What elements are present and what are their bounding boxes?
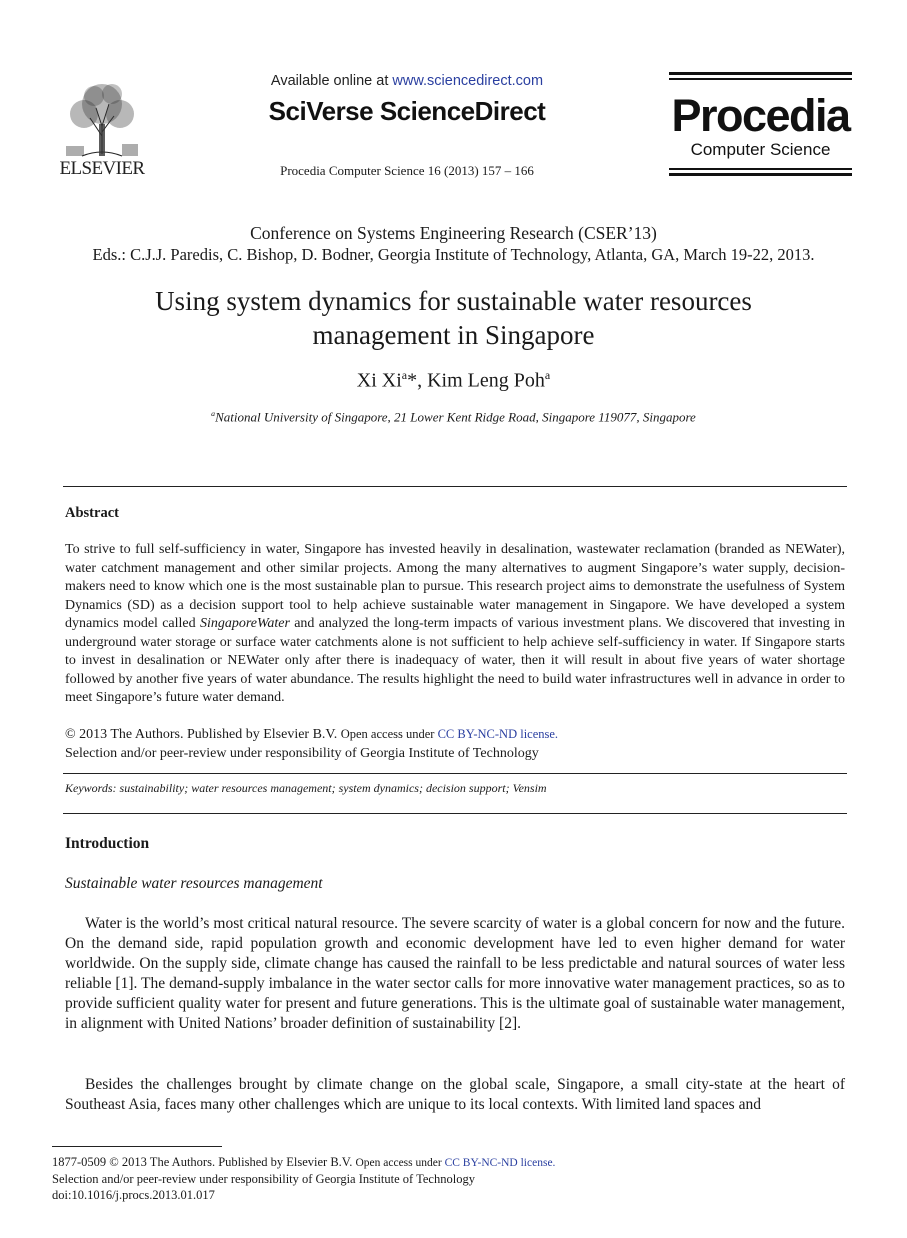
elsevier-wordmark: ELSEVIER xyxy=(59,158,145,179)
abstract-text-part-1: To strive to full self-sufficiency in water, Singapore has invested heavily in desalination, wastewater reclamation (branded as NEWater), water catchment management and other similar projects. Among the many alternatives to augment Singapore’s water supply, decision-makers need to know which one is the most sustainable plan to pursue. This research project aims to demonstrate the usefulness of System Dynamics (SD) as a decision support tool to help achieve sustainable water management in Singapore. We have developed a system dynamics model called xyxy=(65,542,845,631)
author-2: Kim Leng Poh xyxy=(427,369,545,392)
open-access-label: Open access under xyxy=(340,727,438,741)
copyright-block xyxy=(65,725,845,763)
author-separator: *, xyxy=(407,369,428,392)
abstract-heading: Abstract xyxy=(65,505,119,521)
procedia-logo-word: Procedia xyxy=(671,90,850,141)
title-line-1: Using system dynamics for sustainable water resources xyxy=(155,286,752,316)
affiliation-text: National University of Singapore, 21 Lower Kent Ridge Road, Singapore 119077, Singapore xyxy=(215,409,696,425)
abstract-model-name: SingaporeWater xyxy=(199,616,290,631)
introduction-paragraph-2: Besides the challenges brought by climate change on the global scale, Singapore, a small city-state at the heart of Southeast Asia, faces many other challenges which are unique to its local contexts. With limited land spaces and xyxy=(65,1076,845,1113)
footer-peer-review: Selection and/or peer-review under responsibility of Georgia Institute of Technology xyxy=(52,1172,475,1186)
author-1: Xi Xi xyxy=(356,369,402,392)
keywords-bottom-rule xyxy=(63,813,847,814)
author-list xyxy=(60,368,847,393)
footer-open-access-label: Open access under xyxy=(355,1157,445,1169)
author-1-affil-mark: a xyxy=(401,368,408,382)
conference-name: Conference on Systems Engineering Research (CSER’13) xyxy=(250,223,657,243)
journal-reference: Procedia Computer Science 16 (2013) 157 – 166 xyxy=(280,163,534,178)
keywords: Keywords: sustainability; water resources management; system dynamics; decision support; Vensim xyxy=(65,781,547,795)
author-2-affil-mark: a xyxy=(544,368,551,382)
footnote-rule xyxy=(52,1146,222,1147)
affiliation-mark: a xyxy=(211,409,216,418)
abstract-text-part-2: and analyzed the long-term impacts of various investment plans. We discovered that investing in underground water storage or surface water catchments alone is not sufficient to help achieve self-sufficiency in water. If Singapore starts to invest in desalination or NEWater only after there is inadequacy of water, then it will result in about five years of water shortage followed by another five years of water abundance. The results highlight the need to build water infrastructures well in advance in order to meet Singapore’s future water demand. xyxy=(65,616,845,705)
introduction-heading: Introduction xyxy=(65,835,150,852)
peer-review-note: Selection and/or peer-review under responsibility of Georgia Institute of Technology xyxy=(65,745,539,761)
footer-license-link[interactable]: CC BY-NC-ND license. xyxy=(444,1157,556,1169)
abstract-top-rule xyxy=(63,486,847,487)
footer-block xyxy=(52,1154,752,1203)
sciverse-sciencedirect-logo: SciVerse ScienceDirect xyxy=(268,96,546,126)
paper-title xyxy=(60,284,847,352)
keywords-top-rule xyxy=(63,773,847,774)
footer-issn-copyright: 1877-0509 © 2013 The Authors. Published by Elsevier B.V. xyxy=(52,1155,356,1169)
footer-doi[interactable]: doi:10.1016/j.procs.2013.01.017 xyxy=(52,1188,215,1202)
license-link[interactable]: CC BY-NC-ND license. xyxy=(437,727,559,741)
abstract-text xyxy=(65,541,845,708)
sciencedirect-link[interactable]: www.sciencedirect.com xyxy=(392,73,544,89)
procedia-logo-subtitle: Computer Science xyxy=(690,140,831,159)
available-label: Available online at xyxy=(270,73,393,89)
title-line-2: management in Singapore xyxy=(312,320,595,350)
available-online-line xyxy=(232,73,582,89)
conference-editors: Eds.: C.J.J. Paredis, C. Bishop, D. Bodner, Georgia Institute of Technology, Atlanta, GA, March 19-22, 2013. xyxy=(92,245,815,264)
introduction-paragraph-1: Water is the world’s most critical natural resource. The severe scarcity of water is a global concern for now and the future. On the demand side, rapid population growth and economic development have led to even higher demand for water worldwide. On the supply side, climate change has caused the rainfall to be less predictable and natural sources of water less reliable [1]. The demand-supply imbalance in the water sector calls for more innovative water management practices, so as to provide sufficient quality water for present and future generations. This is the ultimate goal of sustainable water management, in alignment with United Nations’ broader definition of sustainability [2]. xyxy=(65,915,845,1032)
introduction-subheading: Sustainable water resources management xyxy=(65,875,323,892)
copyright-text: © 2013 The Authors. Published by Elsevier B.V. xyxy=(65,727,341,742)
affiliation xyxy=(60,409,847,425)
